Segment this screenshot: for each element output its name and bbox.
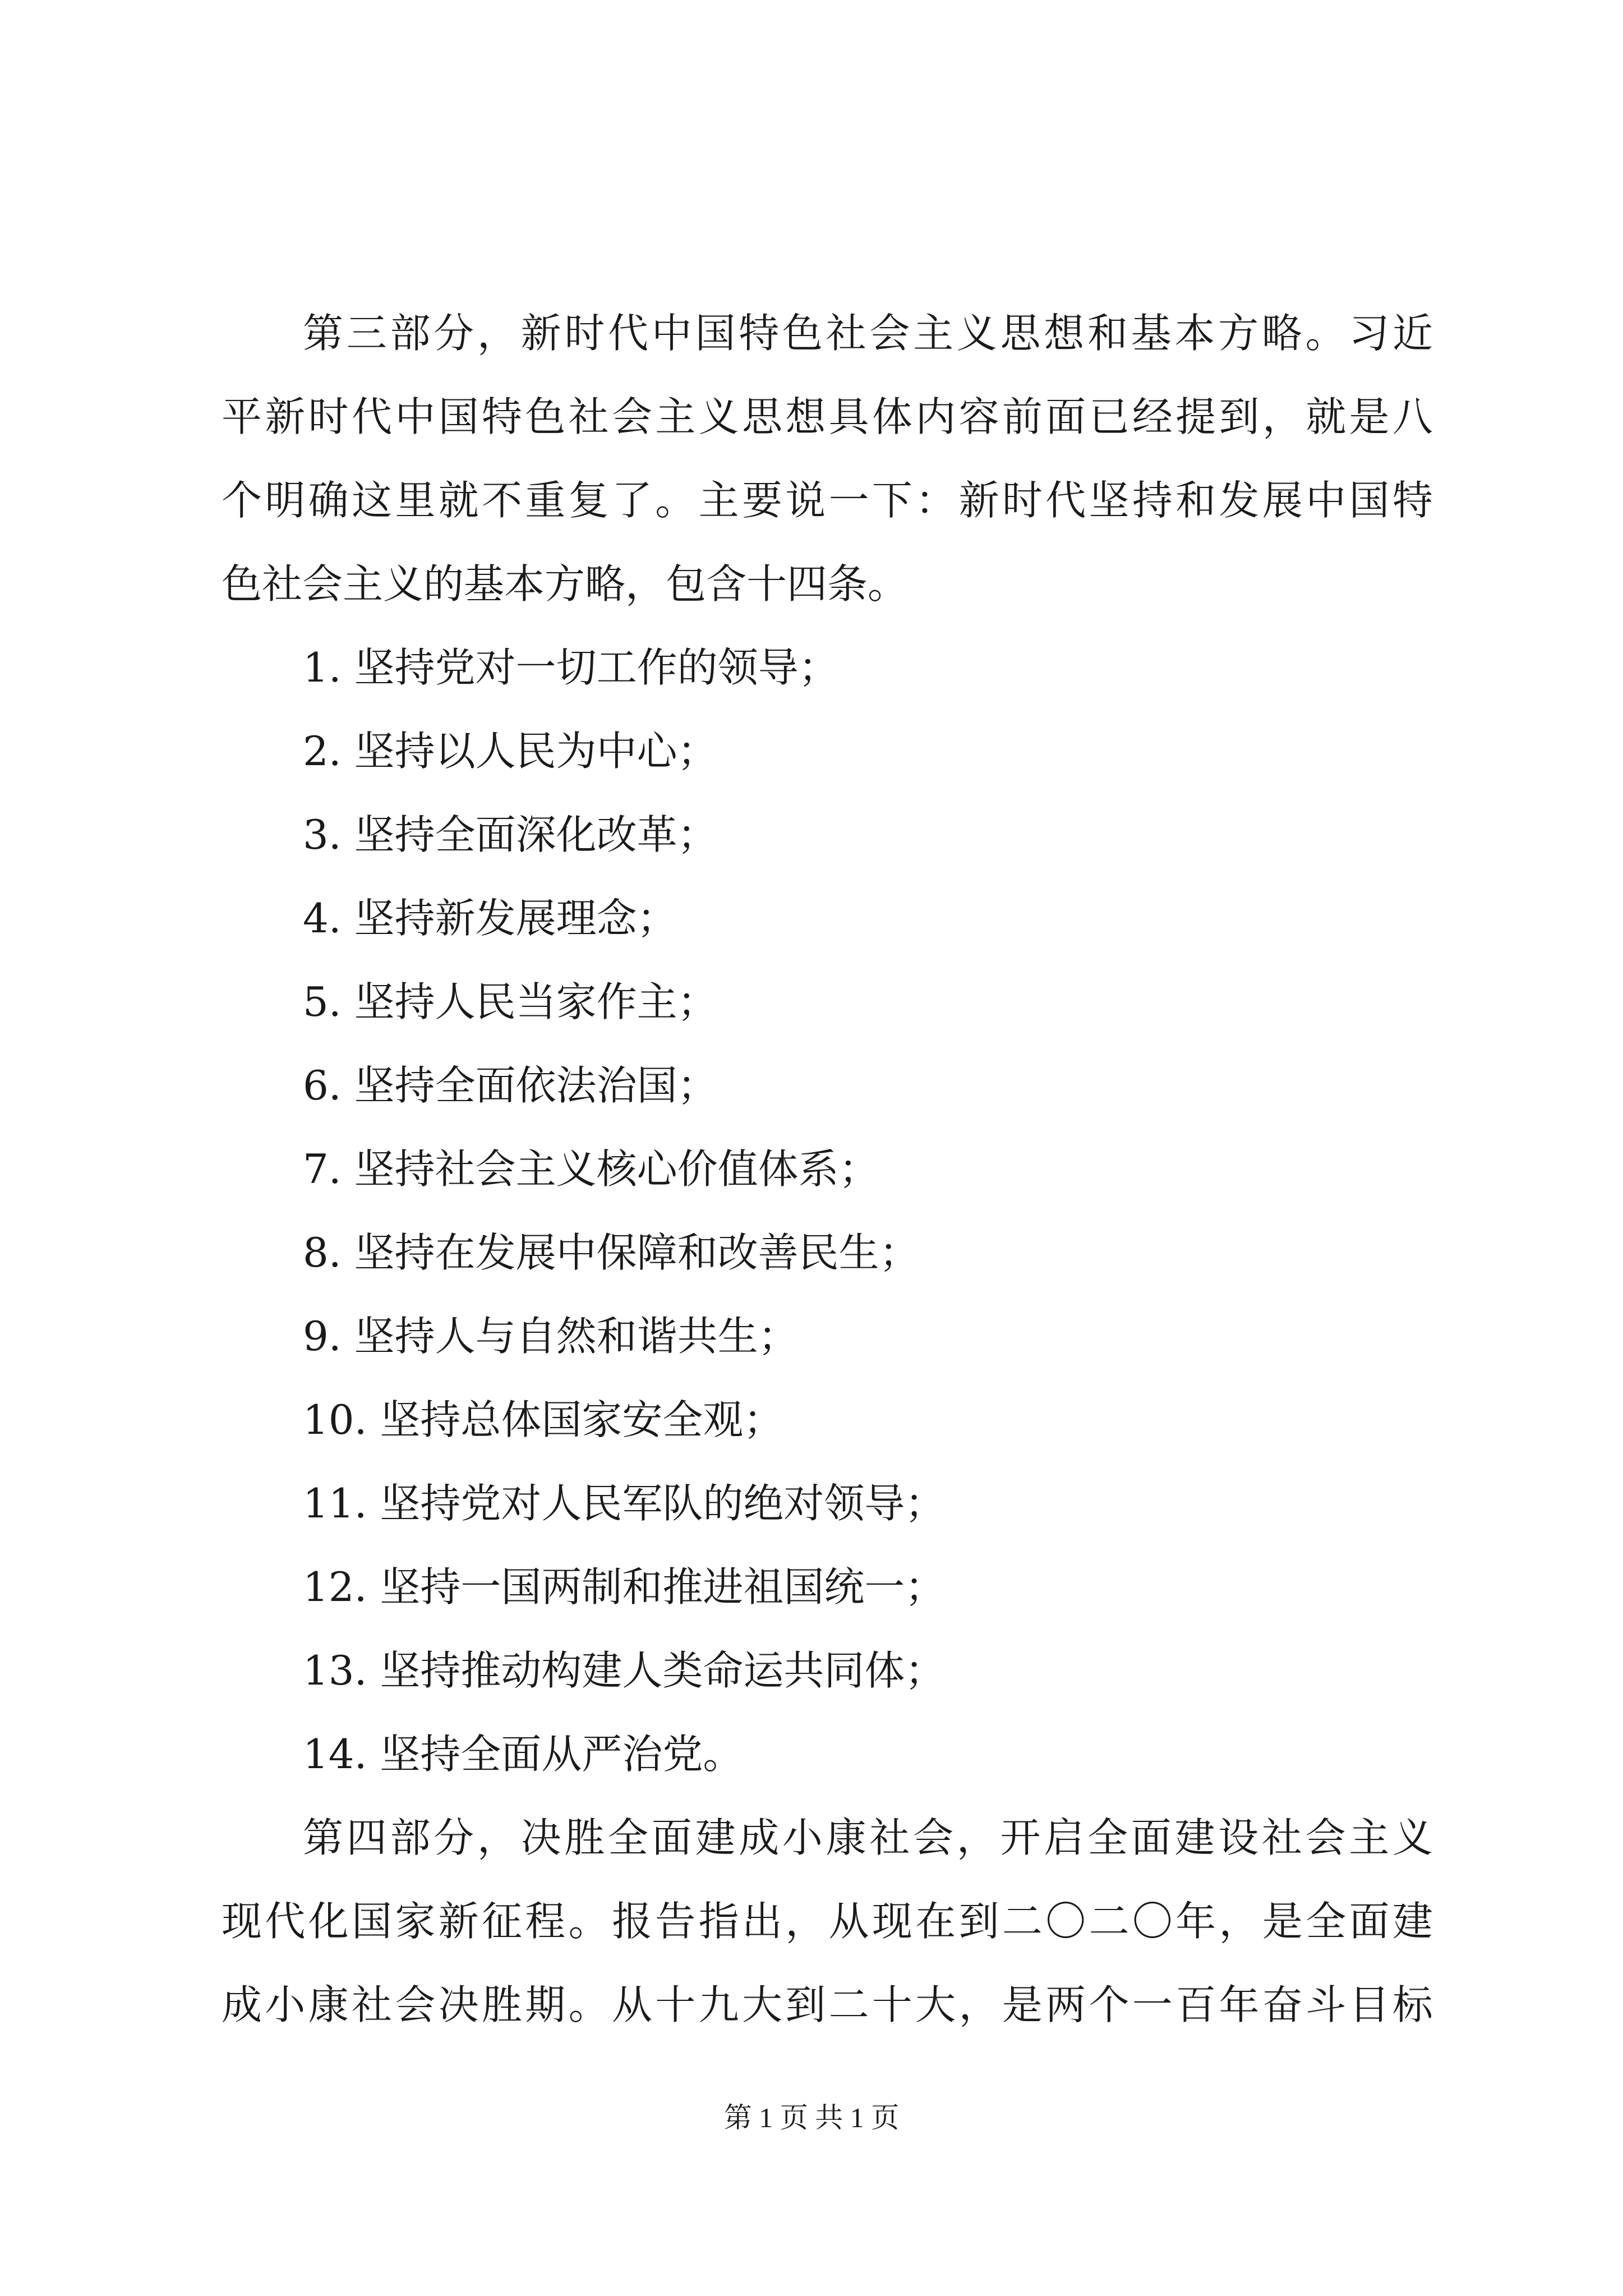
strategy-list bbox=[222, 626, 1433, 1796]
list-item: 9. 坚持人与自然和谐共生； bbox=[303, 1313, 799, 1360]
page-footer: 第 1 页 共 1 页 bbox=[723, 2102, 900, 2133]
list-item: 8. 坚持在发展中保障和改善民生； bbox=[303, 1229, 920, 1276]
paragraph-line: 第 四 部 分 ， 决 胜 全 面 建 成 小 康 社 会 ， 开 启 全 面 建 设 社 会 主 义 bbox=[303, 1814, 1433, 1861]
list-item: 14. 坚持全面从严治党。 bbox=[303, 1731, 744, 1778]
list-item: 4. 坚持新发展理念； bbox=[303, 895, 677, 942]
paragraph-line: 个 明 确 这 里 就 不 重 复 了 。 主 要 说 一 下 ： 新 时 代 坚 持 和 发 展 中 国 特 bbox=[222, 477, 1433, 524]
paragraph-line: 成 小 康 社 会 决 胜 期 。 从 十 九 大 到 二 十 大 ， 是 两 个 一 百 年 奋 斗 目 标 bbox=[222, 1981, 1433, 2028]
paragraph-line: 平 新 时 代 中 国 特 色 社 会 主 义 思 想 具 体 内 容 前 面 已 经 提 到 ， 就 是 八 bbox=[222, 393, 1433, 440]
paragraph-part-four bbox=[222, 1796, 1433, 2047]
paragraph-part-three bbox=[222, 292, 1433, 626]
list-item: 12. 坚持一国两制和推进祖国统一； bbox=[303, 1563, 946, 1611]
list-item: 2. 坚持以人民为中心； bbox=[303, 728, 718, 775]
list-item: 6. 坚持全面依法治国； bbox=[303, 1062, 718, 1109]
paragraph-line: 第 三 部 分 ， 新 时 代 中 国 特 色 社 会 主 义 思 想 和 基 本 方 略 。 习 近 bbox=[303, 310, 1433, 357]
list-item: 11. 坚持党对人民军队的绝对领导； bbox=[303, 1480, 946, 1527]
paragraph-line: 现 代 化 国 家 新 征 程 。 报 告 指 出 ， 从 现 在 到 二 〇 二 〇 年 ， 是 全 面 建 bbox=[222, 1898, 1433, 1945]
list-item: 5. 坚持人民当家作主； bbox=[303, 978, 718, 1025]
list-item: 1. 坚持党对一切工作的领导； bbox=[303, 644, 839, 691]
list-item: 3. 坚持全面深化改革； bbox=[303, 811, 718, 858]
paragraph-line: 色社会主义的基本方略，包含十四条。 bbox=[222, 560, 909, 608]
list-item: 7. 坚持社会主义核心价值体系； bbox=[303, 1145, 879, 1193]
body-text bbox=[222, 292, 1433, 2047]
list-item: 13. 坚持推动构建人类命运共同体； bbox=[303, 1647, 946, 1694]
list-item: 10. 坚持总体国家安全观； bbox=[303, 1396, 784, 1443]
